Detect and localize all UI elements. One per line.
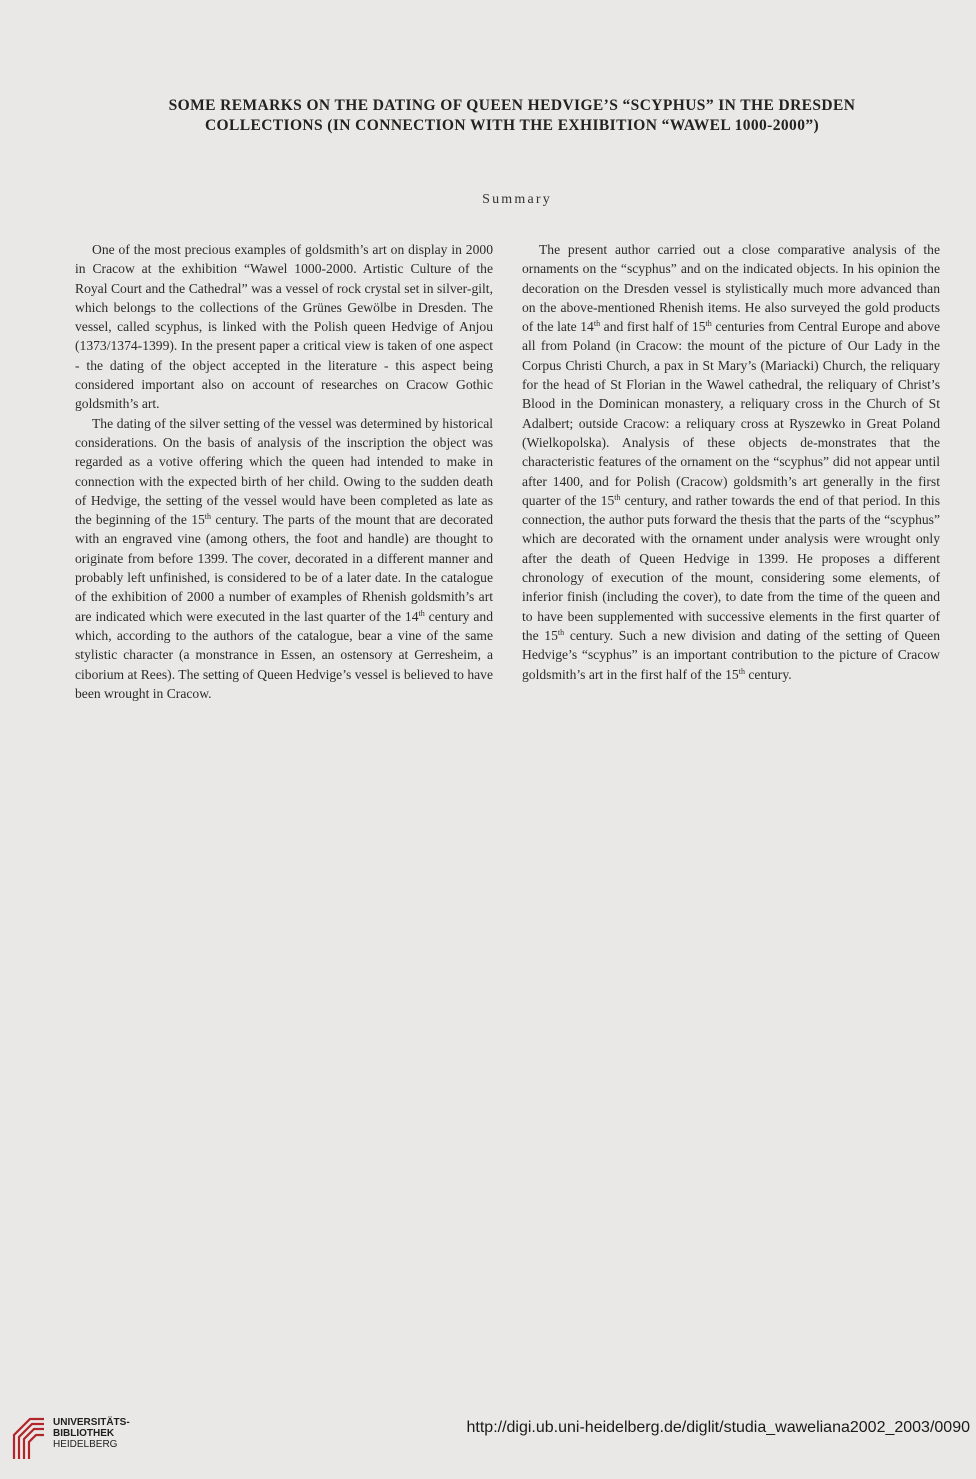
left-paragraph-1: One of the most precious examples of goldsmith’s art on display in 2000 in Cracow at the exhibition “Wawel 1000-2000. Artistic Culture of the Royal Court and the Cathedral” was a vessel of rock crystal set in silver-gilt, which belongs to the collections of the Grünes Gewölbe in Dresden. The vessel, called scyphus, is linked with the Polish queen Hedvige of Anjou (1373/1374-1399). In the present paper a critical view is taken of one aspect - the dating of the object accepted in the literature - this aspect being considered important also on account of researches on Cracow Gothic goldsmith’s art. [75,242,493,412]
source-url-link[interactable]: http://digi.ub.uni-heidelberg.de/diglit/studia_waweliana2002_2003/0090 [466,1419,970,1436]
library-logo-icon [10,1415,48,1461]
library-logo-text: UNIVERSITÄTS- BIBLIOTHEK HEIDELBERG [53,1417,130,1450]
library-logo[interactable] [10,1415,190,1465]
left-column [75,240,493,703]
right-column [522,240,940,684]
title-line-2: COLLECTIONS (IN CONNECTION WITH THE EXHIBITION “WAWEL 1000-2000”) [204,117,820,134]
right-paragraph-1: The present author carried out a close comparative analysis of the ornaments on the “scyphus” and on the indicated objects. In his opinion the decoration on the Dresden vessel is stylistically much more advanced than on the above-mentioned Rhenish items. He also surveyed the gold products of the late 14th and first half of 15th centuries from Central Europe and above all from Poland (in Cracow: the mount of the picture of Our Lady in the Corpus Christi Church, a pax in St Mary’s (Mariacki) Church, the reliquary for the head of St Florian in the Wawel cathedral, the reliquary of Christ’s Blood in the Dominican monastery, a reliquary cross in the Church of St Adalbert; outside Cracow: a reliquary cross at Ryszewko in Great Poland (Wielkopolska). Analysis of these objects de-monstrates that the characteristic features of the ornament on the “scyphus” did not appear until after 1400, and for Polish (Cracow) goldsmith’s art generally in the first quarter of the 15th century, and rather towards the end of that period. In this connection, the author puts forward the thesis that the parts of the “scyphus” which are decorated with the ornament under analysis were wrought only after the death of Queen Hedvige in 1399. He proposes a different chronology of execution of the mount, considering some elements, of inferior finish (including the cover), to date from the time of the queen and to have been supplemented with successive elements in the first quarter of the 15th century. Such a new division and dating of the setting of Queen Hedvige’s “scyphus” is an important contribution to the picture of Cracow goldsmith’s art in the first half of the 15th century. [522,242,940,682]
title-line-1: SOME REMARKS ON THE DATING OF QUEEN HEDVIGE’S “SCYPHUS” IN THE DRESDEN [168,97,856,114]
summary-heading: Summary [482,192,552,207]
article-title [60,96,964,136]
left-paragraph-2: The dating of the silver setting of the vessel was determined by historical considerations. On the basis of analysis of the inscription the object was regarded as a votive offering which the queen had intended to make in connection with the expected birth of her child. Owing to the sudden death of Hedvige, the setting of the vessel would have been completed as late as the beginning of the 15th century. The parts of the mount that are decorated with an engraved vine (among others, the foot and handle) are thought to originate from before 1399. The cover, decorated in a different manner and probably left unfinished, is considered to be of a later date. In the catalogue of the exhibition of 2000 a number of examples of Rhenish goldsmith’s art are indicated which were executed in the last quarter of the 14th century and which, according to the authors of the catalogue, bear a vine of the same stylistic character (a monstrance in Essen, an ostensory at Gerresheim, a ciborium at Rees). The setting of Queen Hedvige’s vessel is believed to have been wrought in Cracow. [75,415,493,701]
